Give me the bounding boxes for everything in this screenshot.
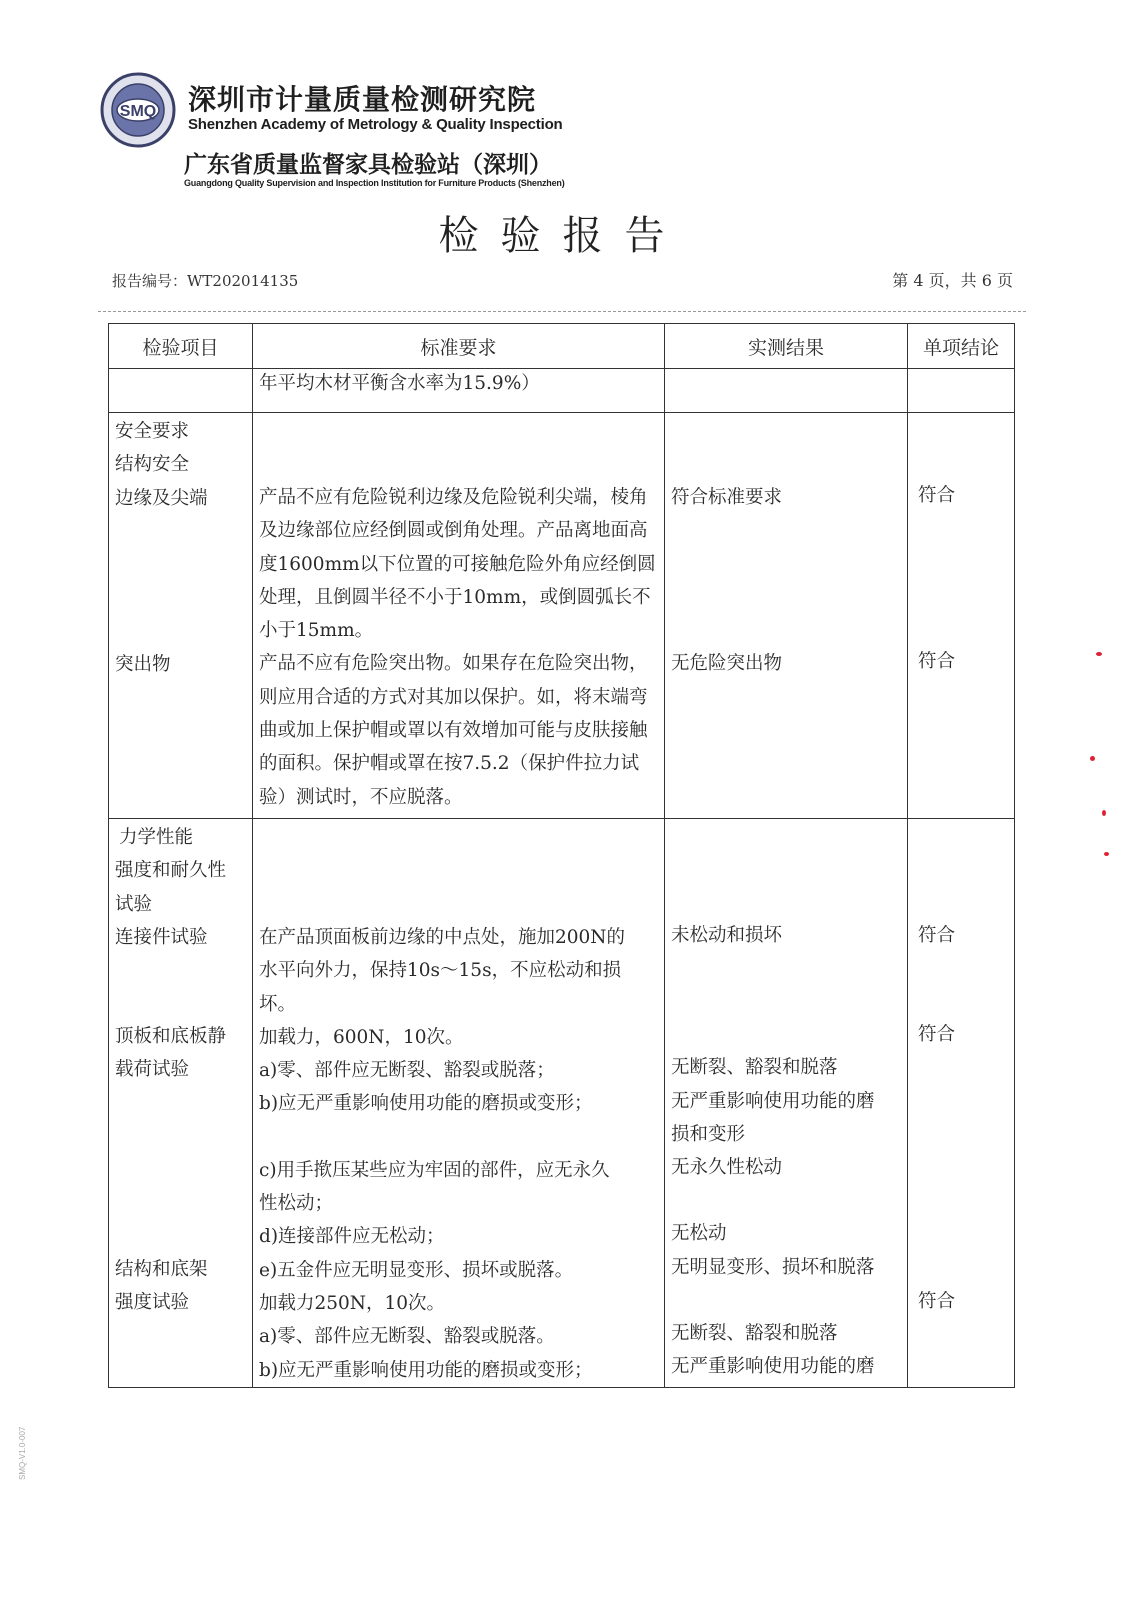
requirement-line: 加载力，600N，10次。 (259, 1026, 464, 1048)
result-cell (665, 413, 908, 819)
verdict-text: 符合 (918, 485, 956, 506)
requirement-line: 在产品顶面板前边缘的中点处，施加200N的 (259, 927, 625, 948)
requirement-line: 水平向外力，保持10s～15s，不应松动和损 (259, 960, 622, 982)
result-line: 无松动 (671, 1223, 727, 1245)
verdict-cell (908, 369, 1015, 413)
item-label: 安全要求 (115, 421, 190, 442)
requirement-text: 产品不应有危险锐利边缘及危险锐利尖端，棱角及边缘部位应经倒圆或倒角处理。产品离地面高度1600mm以下位置的可接触危险外角应经倒圆处理，且倒圆半径不小于10mm，或倒圆弧长不小于15mm。 (259, 487, 656, 642)
item-label: 结构和底架 (115, 1258, 208, 1280)
requirement-line: a)零、部件应无断裂、豁裂或脱落。 (259, 1326, 555, 1348)
item-label: 连接件试验 (115, 926, 208, 948)
item-label: 顶板和底板静 (115, 1026, 227, 1048)
item-label: 力学性能 (119, 827, 194, 848)
verdict-spacer (914, 952, 1008, 1018)
requirement-line: e)五金件应无明显变形、损坏或脱落。 (259, 1259, 574, 1281)
requirement-line: 性松动； (259, 1193, 334, 1215)
requirement-line: c)用手揿压某些应为牢固的部件，应无永久 (259, 1159, 610, 1181)
result-spacer (671, 514, 901, 647)
smq-logo (100, 72, 176, 148)
item-cell (109, 413, 253, 819)
header-item: 检验项目 (109, 324, 253, 369)
verdict-text: 符合 (918, 651, 956, 673)
requirement-line: b)应无严重影响使用功能的磨损或变形； (259, 1093, 593, 1115)
red-ink-speck (1090, 756, 1095, 761)
result-spacer (671, 952, 901, 1051)
inspection-table (108, 323, 1015, 1388)
result-line: 损和变形 (671, 1123, 746, 1145)
red-ink-speck (1102, 810, 1106, 816)
station-name-en: Guangdong Quality Supervision and Inspection Institution for Furniture Products (Shenzhen) (184, 178, 565, 188)
requirement-cell (253, 413, 665, 819)
item-label: 强度和耐久性 (115, 860, 227, 882)
logo-text: SMQ (119, 103, 157, 120)
item-spacer (115, 515, 246, 648)
verdict-spacer (914, 512, 1008, 645)
result-text: 符合标准要求 (671, 487, 783, 508)
verdict-text: 符合 (918, 1290, 956, 1312)
requirement-cell (253, 819, 665, 1388)
result-text: 无危险突出物 (671, 653, 783, 675)
item-spacer (115, 954, 246, 1020)
page-number: 第 4 页，共 6 页 (892, 271, 1013, 290)
result-line: 无断裂、豁裂和脱落 (671, 1323, 838, 1345)
result-line: 无永久性松动 (671, 1157, 783, 1179)
requirement-line: 坏。 (259, 993, 297, 1015)
requirement-text: 年平均木材平衡含水率为15.9%） (259, 373, 540, 394)
result-cell (665, 819, 908, 1388)
red-ink-speck (1104, 852, 1109, 856)
continuation-row (109, 369, 1015, 413)
mechanical-row (109, 819, 1015, 1388)
result-line: 无明显变形、损坏和脱落 (671, 1256, 875, 1278)
result-line: 无断裂、豁裂和脱落 (671, 1057, 838, 1079)
verdict-text: 符合 (918, 925, 956, 946)
red-ink-speck (1096, 652, 1102, 656)
item-label: 结构安全 (115, 454, 190, 476)
requirement-line: 加载力250N，10次。 (259, 1292, 446, 1314)
safety-row (109, 413, 1015, 819)
document-title: 检验报告 (438, 213, 687, 259)
item-label: 强度试验 (115, 1292, 190, 1314)
result-line: 无严重影响使用功能的磨 (671, 1090, 875, 1112)
verdict-cell (908, 413, 1015, 819)
report-header (100, 70, 600, 200)
result-line: 无严重影响使用功能的磨 (671, 1356, 875, 1378)
requirement-spacer (259, 1121, 658, 1154)
header-requirement: 标准要求 (253, 324, 665, 369)
result-line: 未松动和损坏 (671, 925, 783, 946)
result-cell (665, 369, 908, 413)
requirement-line: d)连接部件应无松动； (259, 1226, 445, 1248)
header-verdict: 单项结论 (908, 324, 1015, 369)
verdict-text: 符合 (918, 1024, 956, 1046)
item-label: 边缘及尖端 (115, 487, 208, 509)
requirement-line: a)零、部件应无断裂、豁裂或脱落； (259, 1060, 555, 1082)
requirement-line: b)应无严重影响使用功能的磨损或变形； (259, 1359, 593, 1381)
item-cell (109, 819, 253, 1388)
org-name-cn: 深圳市计量质量检测研究院 (188, 83, 537, 116)
item-label: 突出物 (115, 653, 171, 675)
verdict-spacer (914, 1052, 1008, 1285)
station-name-cn: 广东省质量监督家具检验站（深圳） (184, 152, 552, 178)
report-number: 报告编号：WT202014135 (112, 272, 299, 290)
item-cell (109, 369, 253, 413)
form-code: SMQ-V1.0-007 (18, 1426, 27, 1480)
result-spacer (671, 1284, 901, 1317)
table-header-row (109, 324, 1015, 369)
verdict-cell (908, 819, 1015, 1388)
header-result: 实测结果 (665, 324, 908, 369)
requirement-text: 产品不应有危险突出物。如果存在危险突出物，则应用合适的方式对其加以保护。如，将末端弯曲或加上保护帽或罩以有效增加可能与皮肤接触的面积。保护帽或罩在按7.5.2（保护件拉力试验）测试时，不应脱落。 (259, 653, 648, 808)
result-spacer (671, 1184, 901, 1217)
requirement-cell (253, 369, 665, 413)
org-name-en: Shenzhen Academy of Metrology & Quality Inspection (188, 116, 563, 133)
item-spacer (115, 1087, 246, 1253)
item-label: 载荷试验 (115, 1059, 190, 1081)
item-label: 试验 (115, 893, 153, 915)
header-divider (98, 311, 1026, 312)
